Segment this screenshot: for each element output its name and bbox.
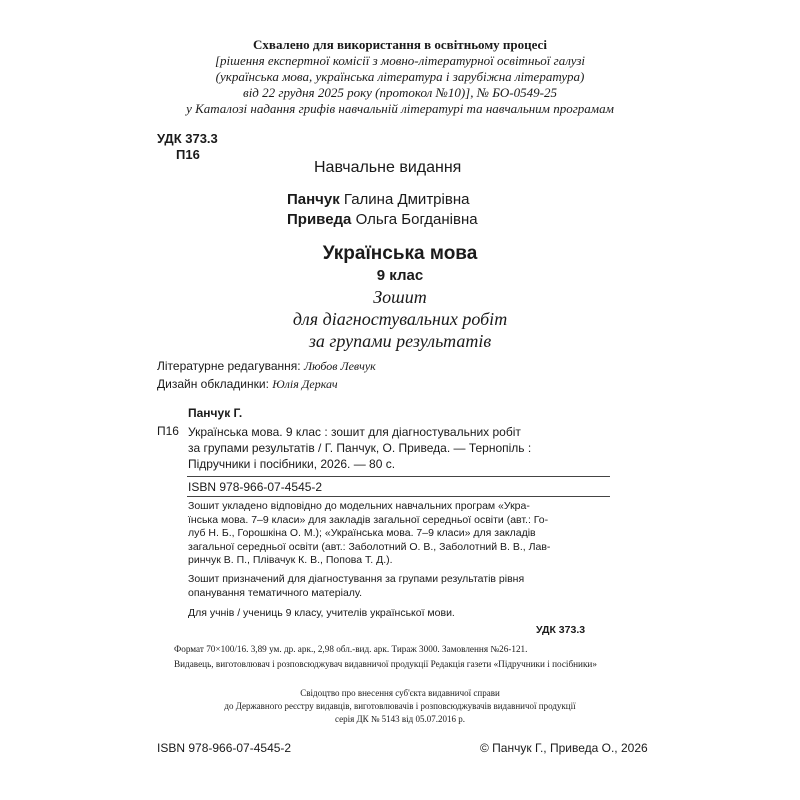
annotation-2-line-2: опанування тематичного матеріалу. — [188, 586, 363, 599]
format-line-1: Формат 70×100/16. 3,89 ум. др. арк., 2,98 обл.-вид. арк. Тираж 3000. Замовлення №26-121. — [174, 644, 528, 654]
annotation-1-line-1: Зошит укладено відповідно до модельних навчальних програм «Укра- — [188, 500, 530, 512]
catalog-desc-line-1: Українська мова. 9 клас : зошит для діагностувальних робіт — [188, 425, 521, 439]
author-2-surname: Приведа — [287, 211, 352, 228]
credit-editor-label: Літературне редагування: — [157, 359, 304, 373]
approval-line-1: Схвалено для використання в освітньому процесі — [253, 37, 547, 52]
subtitle-line-2: для діагностувальних робіт — [292, 309, 508, 329]
annotation-1-line-2: їнська мова. 7–9 класи» для закладів загальної середньої освіти (авт.: Го- — [188, 513, 549, 526]
book-grade: 9 клас — [376, 267, 424, 284]
credit-designer-value: Юлія Деркач — [272, 377, 338, 391]
author-2-name: Ольга Богданівна — [351, 211, 478, 228]
catalog-annotation-1 — [188, 500, 618, 568]
certificate-line-1: Свідоцтво про внесення суб'єкта видавничої справи — [300, 688, 500, 698]
annotation-1-line-5: ринчук В. П., Плівачук К. В., Попова Т. Д.). — [188, 554, 393, 567]
catalog-author-heading: Панчук Г. — [188, 406, 243, 420]
approval-line-3: (українська мова, українська література і зарубіжна література) — [215, 69, 585, 84]
catalog-divider-2 — [187, 496, 610, 497]
annotation-1-line-4: загальної середньої освіти (авт.: Заболотний О. В., Заболотний В. В., Лав- — [188, 540, 551, 553]
approval-line-4: від 22 грудня 2025 року (протокол №10)], № БО-0549-25 — [243, 85, 557, 100]
catalog-audience: Для учнів / учениць 9 класу, учителів української мови. — [188, 607, 455, 619]
catalog-description — [188, 424, 618, 472]
footer-isbn: ISBN 978-966-07-4545-2 — [157, 741, 292, 755]
catalog-divider-1 — [187, 476, 610, 477]
credit-editor — [157, 359, 376, 374]
author-1 — [287, 191, 469, 208]
edition-type: Навчальне видання — [314, 159, 462, 176]
catalog-code: П16 — [157, 424, 179, 438]
credit-editor-value: Любов Левчук — [303, 359, 376, 373]
catalog-isbn: ISBN 978-966-07-4545-2 — [188, 480, 323, 494]
certificate-line-2: до Державного реєстру видавців, виготовлювачів і розповсюджувачів видавничої продукції — [224, 701, 576, 711]
approval-line-5: у Каталозі надання грифів навчальній літературі та навчальним програмам — [186, 101, 614, 116]
credit-designer — [157, 377, 338, 392]
author-1-name: Галина Дмитрівна — [339, 191, 470, 208]
certificate-line-3: серія ДК № 5143 від 05.07.2016 р. — [334, 714, 466, 724]
catalog-desc-line-2: за групами результатів / Г. Панчук, О. Приведа. — Тернопіль : — [188, 441, 532, 455]
book-title: Українська мова — [322, 243, 478, 264]
subtitle-line-1: Зошит — [373, 287, 427, 307]
footer-copyright: © Панчук Г., Приведа О., 2026 — [480, 741, 648, 755]
credit-designer-label: Дизайн обкладинки: — [157, 377, 273, 391]
catalog-udk-right: УДК 373.3 — [536, 624, 586, 636]
format-line-2: Видавець, виготовлювач і розповсюджувач видавничої продукції Редакція газети «Підручники і посібники» — [174, 659, 597, 669]
annotation-1-line-3: луб Н. Б., Горошкіна О. М.); «Українська мова. 7–9 класи» для закладів — [188, 527, 536, 540]
catalog-annotation-2 — [188, 573, 618, 600]
bbk-code: П16 — [176, 147, 200, 162]
author-1-surname: Панчук — [287, 191, 340, 208]
annotation-2-line-1: Зошит призначений для діагностування за групами результатів рівня — [188, 573, 525, 585]
author-2 — [287, 211, 478, 228]
approval-line-2: [рішення експертної комісії з мовно-літературної освітньої галузі — [214, 53, 586, 68]
udk-code: УДК 373.3 — [157, 131, 218, 146]
catalog-desc-line-3: Підручники і посібники, 2026. — 80 с. — [188, 457, 396, 471]
subtitle-line-3: за групами результатів — [308, 331, 492, 351]
